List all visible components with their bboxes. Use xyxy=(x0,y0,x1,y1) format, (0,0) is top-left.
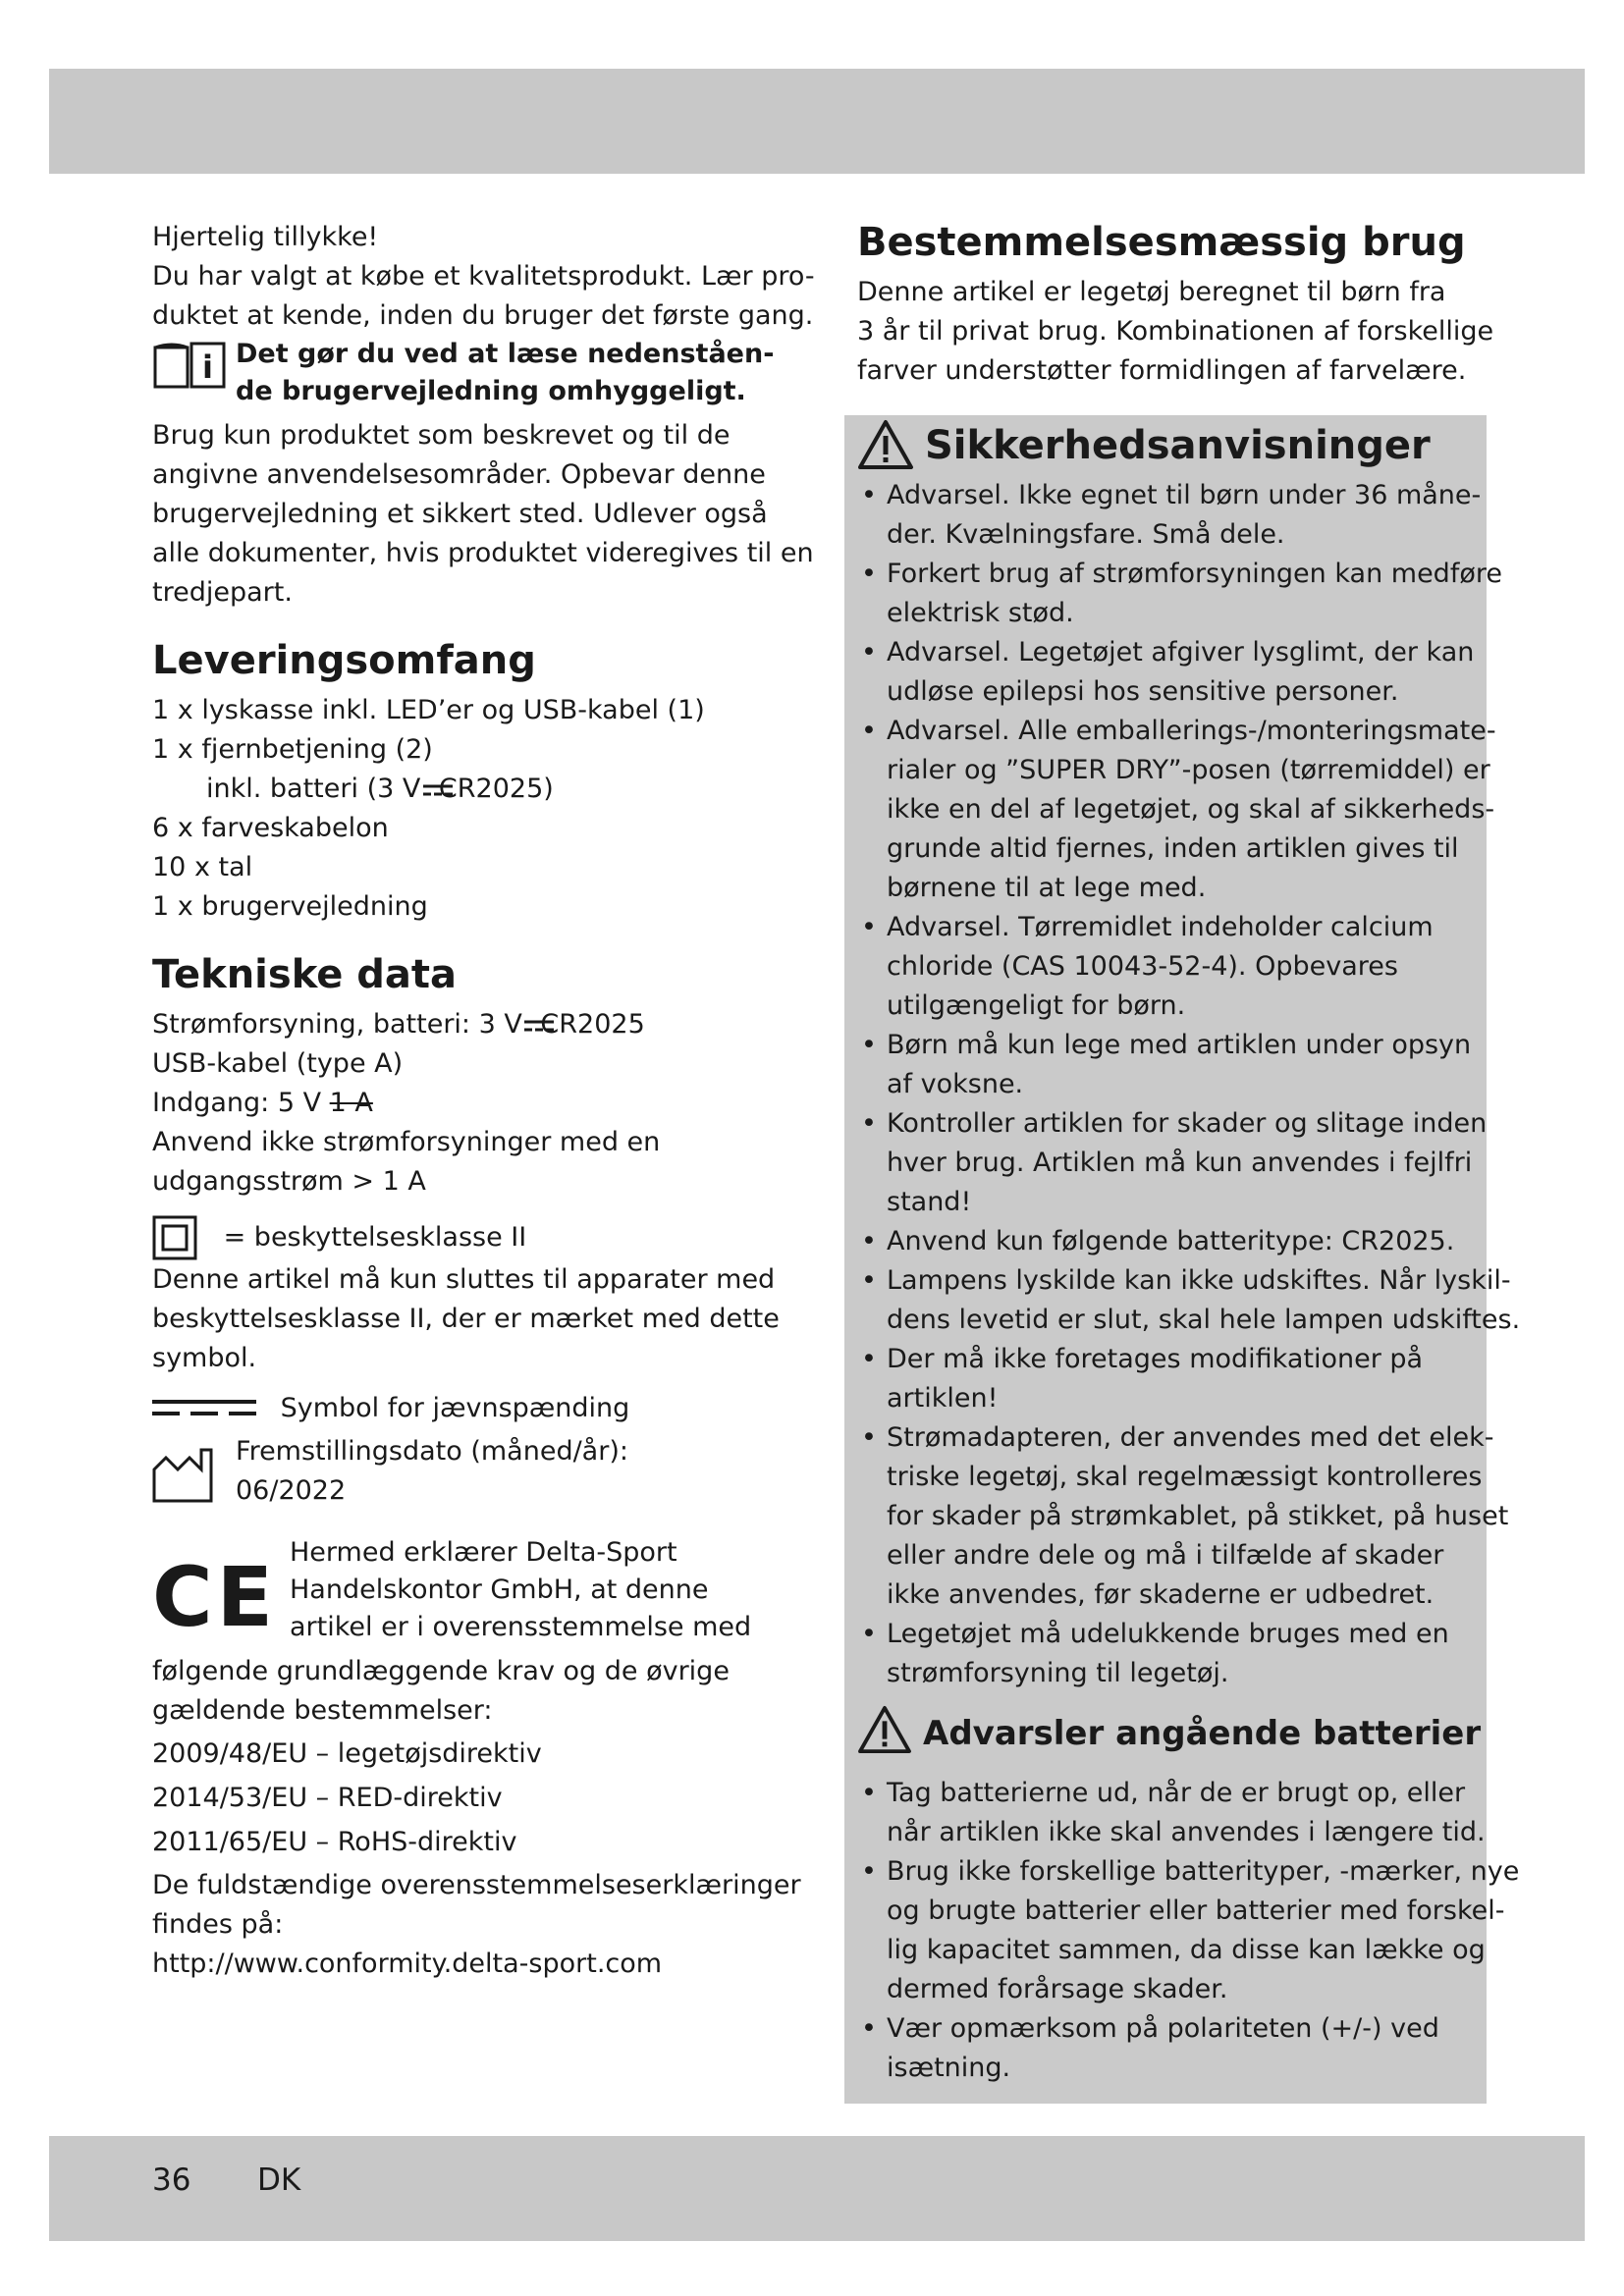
bullet-line: Børn må kun lege med artiklen under opsyn xyxy=(887,1030,1472,1060)
declaration-line: De fuldstændige overensstemmelseserklæringer xyxy=(152,1869,801,1900)
bullet-line: Anvend kun følgende batteritype: CR2025. xyxy=(887,1226,1455,1256)
bullet-line: dermed forårsage skader. xyxy=(887,1974,1228,2004)
bullet-item xyxy=(857,1418,1509,1615)
intended-line: Denne artikel er legetøj beregnet til børn fra xyxy=(857,277,1446,307)
bullet-item xyxy=(857,1104,1486,1222)
warning-triangle-icon xyxy=(857,1705,912,1754)
bullet-item xyxy=(857,1222,1486,1261)
intro-line: Du har valgt at købe et kvalitetsprodukt. Lær pro- xyxy=(152,261,815,292)
tech-input-value: 1 A xyxy=(329,1088,373,1118)
bullet-dot: • xyxy=(861,1422,877,1453)
bullet-line: chloride (CAS 10043-52-4). Opbevares xyxy=(887,951,1398,982)
bullet-item xyxy=(857,476,1486,555)
ce-line: Handelskontor GmbH, at denne xyxy=(290,1574,709,1605)
scope-item: 6 x farveskabelon xyxy=(152,813,389,843)
conformity-link[interactable]: http://www.conformity.delta-sport.com xyxy=(152,1948,663,1979)
battery-heading-row xyxy=(857,1701,1486,1760)
bullet-item xyxy=(857,2009,1486,2088)
bullet-line: strømforsyning til legetøj. xyxy=(887,1658,1229,1688)
notice-line: de brugervejledning omhyggeligt. xyxy=(236,376,746,406)
tech-input xyxy=(152,1084,781,1123)
battery-list xyxy=(857,1774,1520,2088)
bullet-line: der. Kvælningsfare. Små dele. xyxy=(887,519,1285,550)
bullet-line: lig kapacitet sammen, da disse kan lække og xyxy=(887,1935,1486,1965)
bullet-dot: • xyxy=(861,1226,877,1256)
directive: 2011/65/EU – RoHS-direktiv xyxy=(152,1826,517,1857)
intro-line: Hjertelig tillykke! xyxy=(152,222,379,252)
svg-text:i: i xyxy=(202,348,213,386)
bullet-line: Strømadapteren, der anvendes med det elek- xyxy=(887,1422,1494,1453)
bullet-line: rialer og ”SUPER DRY”-posen (tørremiddel) er xyxy=(887,755,1490,785)
bullet-line: artiklen! xyxy=(887,1383,999,1414)
book-info-icon xyxy=(152,340,227,391)
intended-line: 3 år til privat brug. Kombinationen af forskellige xyxy=(857,316,1494,347)
dc-symbol-icon xyxy=(152,1398,256,1419)
bullet-dot: • xyxy=(861,1344,877,1374)
bullet-line: af voksne. xyxy=(887,1069,1024,1099)
class-text: symbol. xyxy=(152,1343,257,1373)
bullet-dot: • xyxy=(861,912,877,942)
tech-power-label: Strømforsyning, batteri: 3 V xyxy=(152,1009,531,1040)
bullet-item xyxy=(857,1340,1486,1418)
bullet-line: Tag batterierne ud, når de er brugt op, eller xyxy=(887,1778,1466,1808)
tech-heading: Tekniske data xyxy=(152,952,458,997)
scope-item: 1 x brugervejledning xyxy=(152,891,428,922)
bullet-line: stand! xyxy=(887,1187,972,1217)
bullet-line: triske legetøj, skal regelmæssigt kontrolleres xyxy=(887,1462,1483,1492)
bullet-dot: • xyxy=(861,559,877,589)
declaration-line: findes på: xyxy=(152,1908,284,1940)
bullet-dot: • xyxy=(861,637,877,667)
ce-rest: følgende grundlæggende krav og de øvrige xyxy=(152,1655,730,1686)
bullet-dot: • xyxy=(861,716,877,746)
bullet-line: elektrisk stød. xyxy=(887,598,1074,628)
scope-item: 1 x lyskasse inkl. LED’er og USB-kabel (1) xyxy=(152,695,705,725)
ce-line: artikel er i overensstemmelse med xyxy=(290,1611,752,1642)
bullet-line: Legetøjet må udelukkende bruges med en xyxy=(887,1619,1449,1649)
safety-content xyxy=(857,417,1521,2088)
bullet-dot: • xyxy=(861,1619,877,1649)
bullet-line: utilgængeligt for børn. xyxy=(887,990,1186,1021)
protection-class-icon xyxy=(152,1215,197,1260)
notice-line: Det gør du ved at læse nedenståen- xyxy=(236,339,775,369)
bullet-line: børnene til at lege med. xyxy=(887,873,1207,903)
tech-input-label: Indgang: 5 V xyxy=(152,1088,330,1118)
bullet-dot: • xyxy=(861,2013,877,2044)
scope-item: 10 x tal xyxy=(152,852,253,882)
bullet-item xyxy=(857,712,1496,908)
protection-class-row xyxy=(152,1215,781,1260)
bullet-line: for skader på strømkablet, på stikket, på huset xyxy=(887,1501,1509,1531)
bullet-line: hver brug. Artiklen må kun anvendes i fejlfri xyxy=(887,1148,1473,1178)
bullet-line: Der må ikke foretages modifikationer på xyxy=(887,1344,1424,1374)
protection-class-label: = beskyttelsesklasse II xyxy=(223,1222,527,1253)
bullet-line: udløse epilepsi hos sensitive personer. xyxy=(887,676,1399,707)
bullet-line: Advarsel. Ikke egnet til børn under 36 måne- xyxy=(887,480,1482,510)
bullet-line: når artiklen ikke skal anvendes i længere tid. xyxy=(887,1817,1486,1847)
bullet-line: og brugte batterier eller batterier med forskel- xyxy=(887,1896,1505,1926)
scope-item: 1 x fjernbetjening (2) xyxy=(152,734,433,765)
usage-line: brugervejledning et sikkert sted. Udlever også xyxy=(152,499,768,529)
tech-power-value: CR2025 xyxy=(540,1009,645,1040)
language-code: DK xyxy=(257,2163,301,2198)
left-column xyxy=(152,218,815,1984)
bullet-line: eller andre dele og må i tilfælde af skader xyxy=(887,1540,1444,1571)
bullet-item xyxy=(857,1615,1486,1693)
bullet-item xyxy=(857,908,1486,1026)
scope-battery-prefix: inkl. batteri (3 V xyxy=(206,774,429,804)
dc-label: Symbol for jævnspænding xyxy=(280,1392,630,1423)
usage-line: tredjepart. xyxy=(152,577,293,608)
warning-triangle-icon xyxy=(857,419,914,470)
scope-item xyxy=(152,770,781,809)
bullet-item xyxy=(857,1261,1521,1340)
bullet-line: Forkert brug af strømforsyningen kan medføre xyxy=(887,559,1502,589)
manufacture-date-label: Fremstillingsdato (måned/år): xyxy=(236,1435,628,1467)
bullet-line: Kontroller artiklen for skader og slitage inden xyxy=(887,1108,1488,1139)
ce-declaration xyxy=(152,1534,781,1652)
read-manual-notice xyxy=(152,336,781,416)
tech-power xyxy=(152,1005,781,1044)
scope-heading: Leveringsomfang xyxy=(152,638,536,683)
bullet-dot: • xyxy=(861,1108,877,1139)
bullet-line: dens levetid er slut, skal hele lampen udskiftes. xyxy=(887,1305,1521,1335)
safety-heading-row xyxy=(857,417,1486,476)
bullet-item xyxy=(857,1774,1486,1852)
bullet-dot: • xyxy=(861,480,877,510)
bullet-item xyxy=(857,555,1502,633)
tech-usb: USB-kabel (type A) xyxy=(152,1048,404,1079)
bullet-item xyxy=(857,1026,1486,1104)
bullet-dot: • xyxy=(861,1778,877,1808)
right-column xyxy=(857,218,1494,391)
directive: 2009/48/EU – legetøjsdirektiv xyxy=(152,1737,542,1769)
bullet-line: Vær opmærksom på polariteten (+/-) ved xyxy=(887,2013,1439,2044)
usage-line: Brug kun produktet som beskrevet og til de xyxy=(152,420,731,451)
safety-heading: Sikkerhedsanvisninger xyxy=(925,423,1431,468)
bullet-line: ikke anvendes, før skaderne er udbedret. xyxy=(887,1579,1435,1610)
intended-use-heading: Bestemmelsesmæssig brug xyxy=(857,220,1466,265)
class-text: Denne artikel må kun sluttes til apparater med xyxy=(152,1264,776,1295)
bullet-line: Lampens lyskilde kan ikke udskiftes. Når lyskil- xyxy=(887,1265,1511,1296)
ce-rest: gældende bestemmelser: xyxy=(152,1694,493,1726)
tech-advice: udgangsstrøm > 1 A xyxy=(152,1166,426,1197)
bullet-item xyxy=(857,633,1486,712)
intro-line: duktet at kende, inden du bruger det første gang. xyxy=(152,300,814,331)
bullet-line: ikke en del af legetøjet, og skal af sikkerheds- xyxy=(887,794,1495,825)
dc-row xyxy=(152,1388,781,1428)
tech-advice: Anvend ikke strømforsyninger med en xyxy=(152,1127,661,1157)
usage-line: alle dokumenter, hvis produktet videregives til en xyxy=(152,538,814,568)
intended-line: farver understøtter formidlingen af farvelære. xyxy=(857,355,1467,386)
directive: 2014/53/EU – RED-direktiv xyxy=(152,1782,503,1813)
bullet-dot: • xyxy=(861,1030,877,1060)
bullet-dot: • xyxy=(861,1856,877,1887)
bullet-dot: • xyxy=(861,1265,877,1296)
ce-mark-logo: CE xyxy=(152,1548,278,1645)
factory-date-icon xyxy=(152,1448,221,1503)
scope-battery-type: CR2025) xyxy=(438,774,554,804)
bullet-line: Advarsel. Tørremidlet indeholder calcium xyxy=(887,912,1434,942)
bullet-item xyxy=(857,1852,1520,2009)
battery-heading: Advarsler angående batterier xyxy=(923,1714,1482,1753)
ce-line: Hermed erklærer Delta-Sport xyxy=(290,1536,677,1568)
safety-list xyxy=(857,476,1521,1693)
page-number: 36 xyxy=(152,2163,191,2198)
bullet-line: grunde altid fjernes, inden artiklen gives til xyxy=(887,833,1459,864)
bullet-line: Advarsel. Legetøjet afgiver lysglimt, der kan xyxy=(887,637,1475,667)
bullet-line: isætning. xyxy=(887,2053,1011,2083)
bullet-line: Brug ikke forskellige batterityper, -mærker, nye xyxy=(887,1856,1520,1887)
class-text: beskyttelsesklasse II, der er mærket med dette xyxy=(152,1304,780,1334)
manufacture-date-row xyxy=(152,1432,781,1517)
bullet-line: Advarsel. Alle emballerings-/monteringsmate- xyxy=(887,716,1496,746)
usage-line: angivne anvendelsesområder. Opbevar denne xyxy=(152,459,766,490)
header-bar xyxy=(49,69,1585,174)
manufacture-date-value: 06/2022 xyxy=(236,1474,347,1506)
